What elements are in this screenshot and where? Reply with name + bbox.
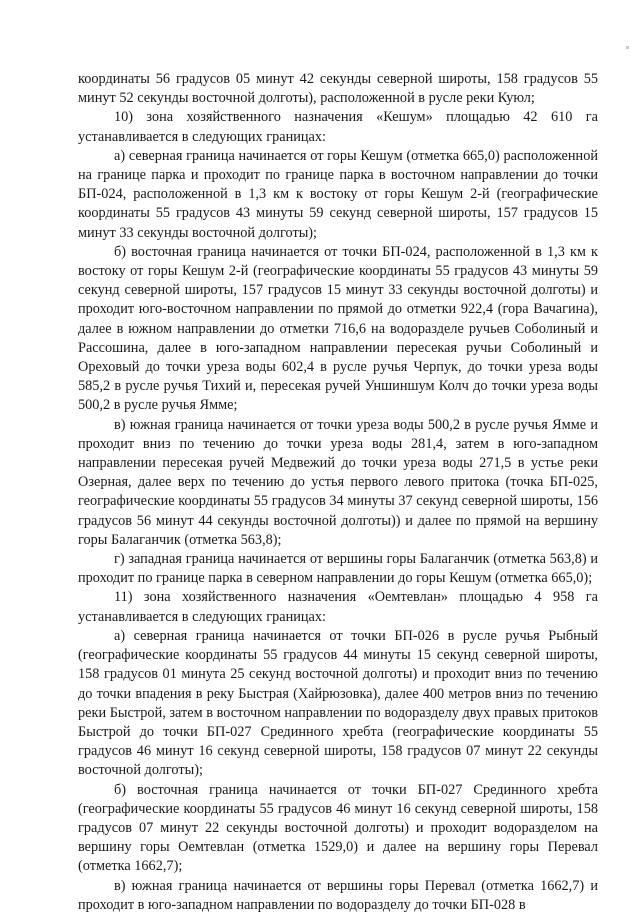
paragraph-zone-11-intro: 11) зона хозяйственного назначения «Оемтевлан» площадью 4 958 га устанавливается в следующих границах:	[78, 589, 598, 625]
document-body	[78, 70, 598, 915]
paragraph-zone-11-south: в) южная граница начинается от вершины горы Перевал (отметка 1662,7) и проходит в юго-западном направлении по водоразделу до точки БП-028 в	[78, 877, 598, 913]
paragraph-zone-11-north: а) северная граница начинается от точки БП-026 в русле ручья Рыбный (географические координаты 55 градусов 44 минуты 15 секунд северной широты, 158 градусов 01 минута 25 секунд восточной долготы) и проходит вниз по течению до точки впадения в реку Быстрая (Хайрюзовка), далее 400 метров вниз по течению реки Быстрой, затем в восточном направлении по водоразделу двух правых притоков Быстрой до точки БП-027 Срединного хребта (географические координаты 55 градусов 46 минут 16 секунд северной широты, 158 градусов 07 минут 22 секунды восточной долготы);	[78, 627, 598, 779]
paragraph-zone-11-east: б) восточная граница начинается от точки БП-027 Срединного хребта (географические координаты 55 градусов 46 минут 16 секунд северной широты, 158 градусов 07 минут 22 секунды восточной долготы) и проходит водоразделом на вершину горы Оемтевлан (отметка 1529,0) и далее на вершину горы Перевал (отметка 1662,7);	[78, 781, 598, 875]
paragraph-zone-10-intro: 10) зона хозяйственного назначения «Кешум» площадью 42 610 га устанавливается в следующих границах:	[78, 109, 598, 145]
paragraph-zone-10-east: б) восточная граница начинается от точки БП-024, расположенной в 1,3 км к востоку от горы Кешум 2-й (географические координаты 55 градусов 43 минуты 59 секунд северной широты, 157 градусов 15 минут 33 секунды восточной долготы) и проходит юго-восточном направлении по прямой до отметки 922,4 (гора Вачагина), далее в южном направлении до отметки 716,6 на водоразделе ручьев Соболиный и Рассошина, далее в юго-западном направлении пересекая ручьи Соболиный и Ореховый до точки уреза воды 602,4 в русле ручья Черпук, до точки уреза воды 585,2 в русле ручья Тихий и, пересекая ручей Уншиншум Колч до точки уреза воды 500,2 в русле ручья Ямме;	[78, 243, 598, 414]
paragraph-zone-10-south: в) южная граница начинается от точки уреза воды 500,2 в русле ручья Ямме и проходит вниз по течению до точки уреза воды 281,4, затем в юго-западном направлении пересекая ручей Медвежий до точки уреза воды 271,5 в устье реки Озерная, далее верх по течению до устья первого левого притока (точка БП-025, географические координаты 55 градусов 34 минуты 37 секунд северной широты, 156 градусов 56 минут 44 секунды восточной долготы)) и далее по прямой на вершину горы Балаганчик (отметка 563,8);	[78, 416, 598, 548]
paragraph-zone-10-west: г) западная граница начинается от вершины горы Балаганчик (отметка 563,8) и проходит по границе парка в северном направлении до горы Кешум (отметка 665,0);	[78, 551, 598, 587]
scan-speck	[626, 46, 629, 49]
paragraph-continuation: координаты 56 градусов 05 минут 42 секунды северной широты, 158 градусов 55 минут 52 секунды восточной долготы), расположенной в русле реки Куюл;	[78, 71, 598, 107]
paragraph-zone-10-north: а) северная граница начинается от горы Кешум (отметка 665,0) расположенной на границе парка и проходит по границе парка в восточном направлении до точки БП-024, расположенной в 1,3 км к востоку от горы Кешум 2-й (географические координаты 55 градусов 43 минуты 59 секунд северной широты, 157 градусов 15 минут 33 секунды восточной долготы);	[78, 147, 598, 241]
